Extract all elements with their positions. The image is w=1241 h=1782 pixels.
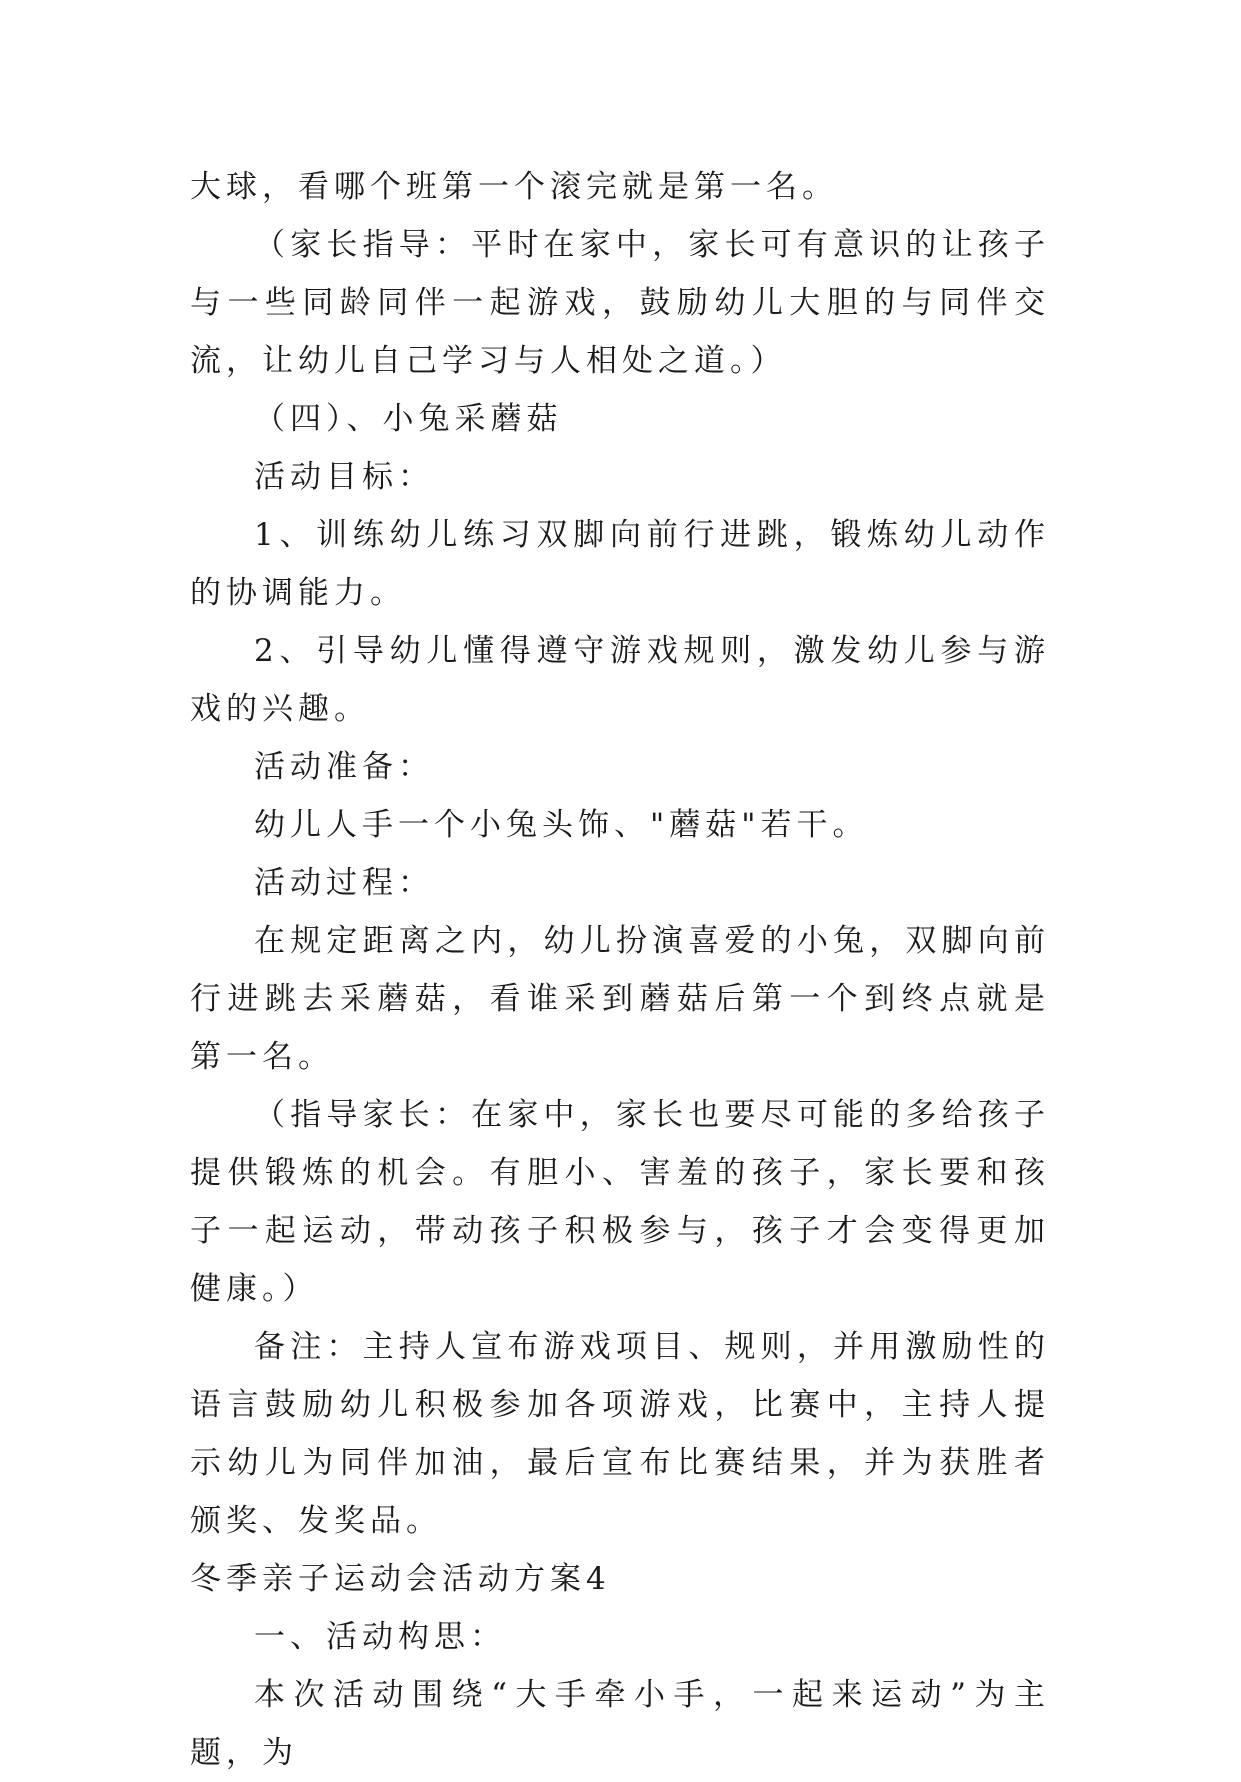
process-text: 在规定距离之内，幼儿扮演喜爱的小兔，双脚向前行进跳去采蘑菇，看谁采到蘑菇后第一个到终点就是第一名。	[190, 923, 1050, 1075]
paragraph-parent-guidance: （家长指导：平时在家中，家长可有意识的让孩子与一些同龄同伴一起游戏，鼓励幼儿大胆的与同伴交流，让幼儿自己学习与人相处之道。）	[190, 227, 1050, 379]
paragraph-notes: 备注：主持人宣布游戏项目、规则，并用激励性的语言鼓励幼儿积极参加各项游戏，比赛中，主持人提示幼儿为同伴加油，最后宣布比赛结果，并为获胜者颁奖、发奖品。	[190, 1329, 1050, 1539]
label-activity-preparation: 活动准备：	[254, 749, 434, 785]
section-title-plan-4: 冬季亲子运动会活动方案4	[190, 1561, 611, 1597]
document-body	[190, 158, 1050, 1782]
concept-text: 本次活动围绕“大手牵小手，一起来运动”为主题，为	[190, 1677, 1050, 1771]
goal-item-2: 2、引导幼儿懂得遵守游戏规则，激发幼儿参与游戏的兴趣。	[190, 633, 1050, 727]
label-activity-goals: 活动目标：	[254, 459, 434, 495]
paragraph-continuation: 大球，看哪个班第一个滚完就是第一名。	[190, 169, 838, 205]
label-activity-process: 活动过程：	[254, 865, 434, 901]
paragraph-guide-parents: （指导家长：在家中，家长也要尽可能的多给孩子提供锻炼的机会。有胆小、害羞的孩子，家长要和孩子一起运动，带动孩子积极参与，孩子才会变得更加健康。）	[190, 1097, 1050, 1307]
section-heading-rabbit-mushroom: （四）、小兔采蘑菇	[254, 401, 563, 437]
label-activity-concept: 一、活动构思：	[254, 1619, 506, 1655]
preparation-text: 幼儿人手一个小兔头饰、"蘑菇"若干。	[254, 807, 869, 843]
goal-item-1: 1、训练幼儿练习双脚向前行进跳，锻炼幼儿动作的协调能力。	[190, 517, 1050, 611]
